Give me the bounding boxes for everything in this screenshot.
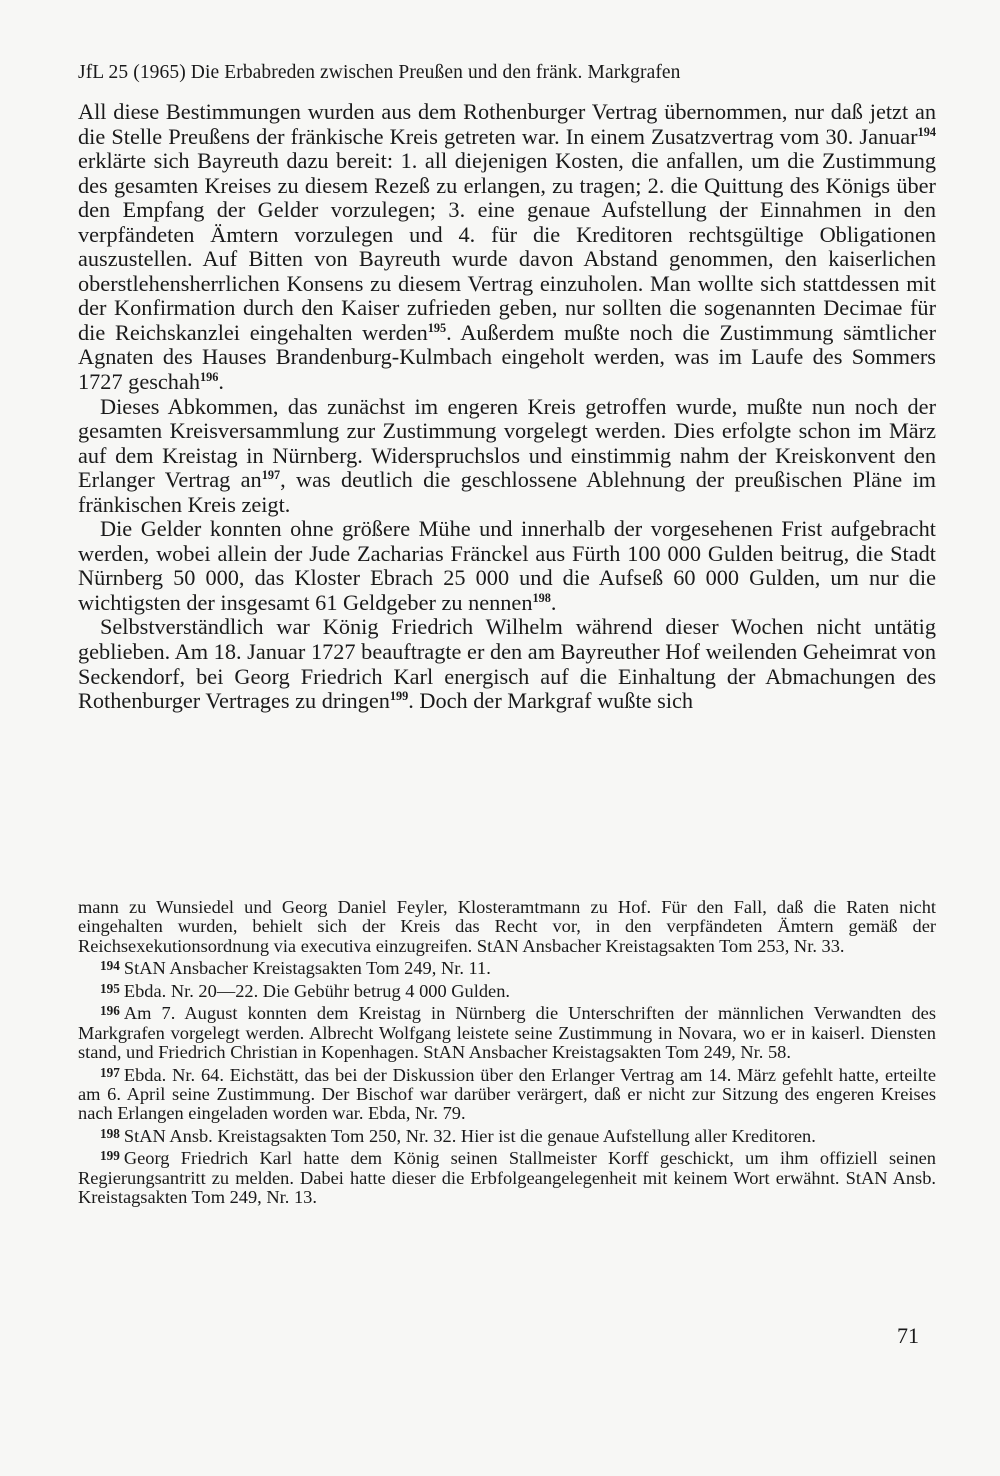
footnote-number: 198 bbox=[100, 1125, 120, 1141]
footnote-ref-195[interactable]: 195 bbox=[427, 320, 447, 335]
text-run: . bbox=[550, 589, 557, 615]
text-run: erklärte sich Bayreuth dazu bereit: 1. all diejenigen Kosten, die anfallen, um die Zustimmung des gesamten Kreises zu diesem Rezeß zu erlangen, zu tragen; 2. die Quittung des Königs über den Empfang der Gelder vorzulegen; 3. eine genaue Aufstellung der Einnahmen in den verpfändeten Ämtern vorzulegen und 4. für die Kreditoren rechtsgültige Obligationen auszustellen. Auf Bitten von Bayreuth wurde davon Abstand genommen, den kaiserlichen oberstlehensherrlichen Konsens zu diesem Vertrag einzuholen. Man wollte sich stattdessen mit der Konfirmation durch den Kaiser zufrieden geben, nur sollten die sogenannten Decimae für die Reichskanzlei eingehalten werden bbox=[78, 148, 936, 345]
footnote-194 bbox=[78, 956, 936, 978]
footnote-text: StAN Ansb. Kreistagsakten Tom 250, Nr. 32. Hier ist die genaue Aufstellung aller Kreditoren. bbox=[123, 1125, 816, 1146]
footnote-number: 195 bbox=[100, 980, 120, 996]
body-text bbox=[78, 100, 936, 714]
footnote-number: 197 bbox=[100, 1064, 120, 1080]
footnote-text: Ebda. Nr. 20—22. Die Gebühr betrug 4 000 Gulden. bbox=[123, 980, 510, 1001]
text-run: . Außerdem mußte noch die Zustimmung sämtlicher Agnaten des Hauses Brandenburg-Kulmbach eingeholt werden, was im Laufe des Sommers 1727 geschah bbox=[78, 319, 936, 395]
text-run: , was deutlich die geschlossene Ablehnung der preußischen Pläne im fränkischen Kreis zeigt. bbox=[78, 467, 936, 517]
footnote-text: Georg Friedrich Karl hatte dem König seinen Stallmeister Korff geschickt, um ihm offiziell seinen Regierungsantritt zu melden. Dabei hatte dieser die Erbfolgeangelegenheit mit keinem Wort erwähnt. StAN Ansb. Kreistagsakten Tom 249, Nr. 13. bbox=[78, 1148, 936, 1208]
paragraph-3 bbox=[78, 517, 936, 615]
text-run: Die Gelder konnten ohne größere Mühe und innerhalb der vorgesehenen Frist aufgebracht werden, wobei allein der Jude Zacharias Fränckel aus Fürth 100 000 Gulden beitrug, die Stadt Nürnberg 50 000, das Kloster Ebrach 25 000 und die Aufseß 60 000 Gulden, um nur die wichtigsten der insgesamt 61 Geldgeber zu nennen bbox=[78, 516, 936, 615]
footnote-text: Ebda. Nr. 64. Eichstätt, das bei der Diskussion über den Erlanger Vertrag am 14. März gefehlt hatte, erteilte am 6. April seine Zustimmung. Der Bischof war darüber verärgert, daß er nicht zur Sitzung des engeren Kreises nach Erlangen eingeladen worden war. Ebda, Nr. 79. bbox=[78, 1064, 936, 1124]
footnote-195 bbox=[78, 979, 936, 1001]
footnote-ref-198[interactable]: 198 bbox=[532, 590, 551, 605]
footnote-ref-199[interactable]: 199 bbox=[389, 689, 409, 704]
footnote-ref-194[interactable]: 194 bbox=[917, 124, 936, 139]
footnote-199 bbox=[78, 1146, 936, 1207]
text-run: . Doch der Markgraf wußte sich bbox=[408, 688, 694, 714]
paragraph-2 bbox=[78, 395, 936, 518]
footnote-number: 194 bbox=[100, 958, 120, 974]
footnote-ref-197[interactable]: 197 bbox=[261, 468, 281, 483]
running-header: JfL 25 (1965) Die Erbabreden zwischen Preußen und den fränk. Markgrafen bbox=[78, 62, 681, 83]
paragraph-4 bbox=[78, 615, 936, 713]
footnote-continuation: mann zu Wunsiedel und Georg Daniel Feyler, Klosteramtmann zu Hof. Für den Fall, daß die Raten nicht eingehalten wurden, behielt sich der Kreis das Recht vor, in den verpfändeten Ämtern gemäß der Reichsexekutionsordnung via executiva einzugreifen. StAN Ansbacher Kreistagsakten Tom 253, Nr. 33. bbox=[78, 897, 936, 956]
footnote-text: Am 7. August konnten dem Kreistag in Nürnberg die Unterschriften der männlichen Verwandten des Markgrafen vorgelegt werden. Albrecht Wolfgang leistete seine Zustimmung in Novara, wo er in kaiserl. Diensten stand, und Friedrich Christian in Kopenhagen. StAN Ansbacher Kreistagsakten Tom 249, Nr. 58. bbox=[78, 1003, 936, 1063]
text-run: All diese Bestimmungen wurden aus dem Rothenburger Vertrag übernommen, nur daß jetzt an die Stelle Preußens der fränkische Kreis getreten war. In einem Zusatzvertrag vom 30. Januar bbox=[78, 99, 936, 149]
text-run: Dieses Abkommen, das zunächst im engeren Kreis getroffen wurde, mußte nun noch der gesamten Kreisversammlung zur Zustimmung vorgelegt werden. Dies erfolgte schon im März auf dem Kreistag in Nürnberg. Widerspruchslos und einstimmig nahm der Kreiskonvent den Erlanger Vertrag an bbox=[78, 393, 936, 493]
footnote-ref-196[interactable]: 196 bbox=[199, 370, 219, 385]
footnotes bbox=[78, 898, 936, 1208]
footnote-number: 199 bbox=[100, 1148, 120, 1164]
text-run: . bbox=[218, 369, 224, 395]
footnote-text: StAN Ansbacher Kreistagsakten Tom 249, Nr. 11. bbox=[123, 958, 491, 979]
footnote-197 bbox=[78, 1063, 936, 1124]
page-number: 71 bbox=[897, 1323, 919, 1348]
paragraph-1 bbox=[78, 100, 936, 395]
footnote-number: 196 bbox=[100, 1003, 120, 1019]
footnote-198 bbox=[78, 1124, 936, 1146]
text-run: Selbstverständlich war König Friedrich Wilhelm während dieser Wochen nicht untätig geblieben. Am 18. Januar 1727 beauftragte er den am Bayreuther Hof weilenden Geheimrat von Seckendorf, bei Georg Friedrich Karl energisch auf die Einhaltung der Abmachungen des Rothenburger Vertrages zu dringen bbox=[78, 614, 936, 714]
footnote-196 bbox=[78, 1001, 936, 1062]
